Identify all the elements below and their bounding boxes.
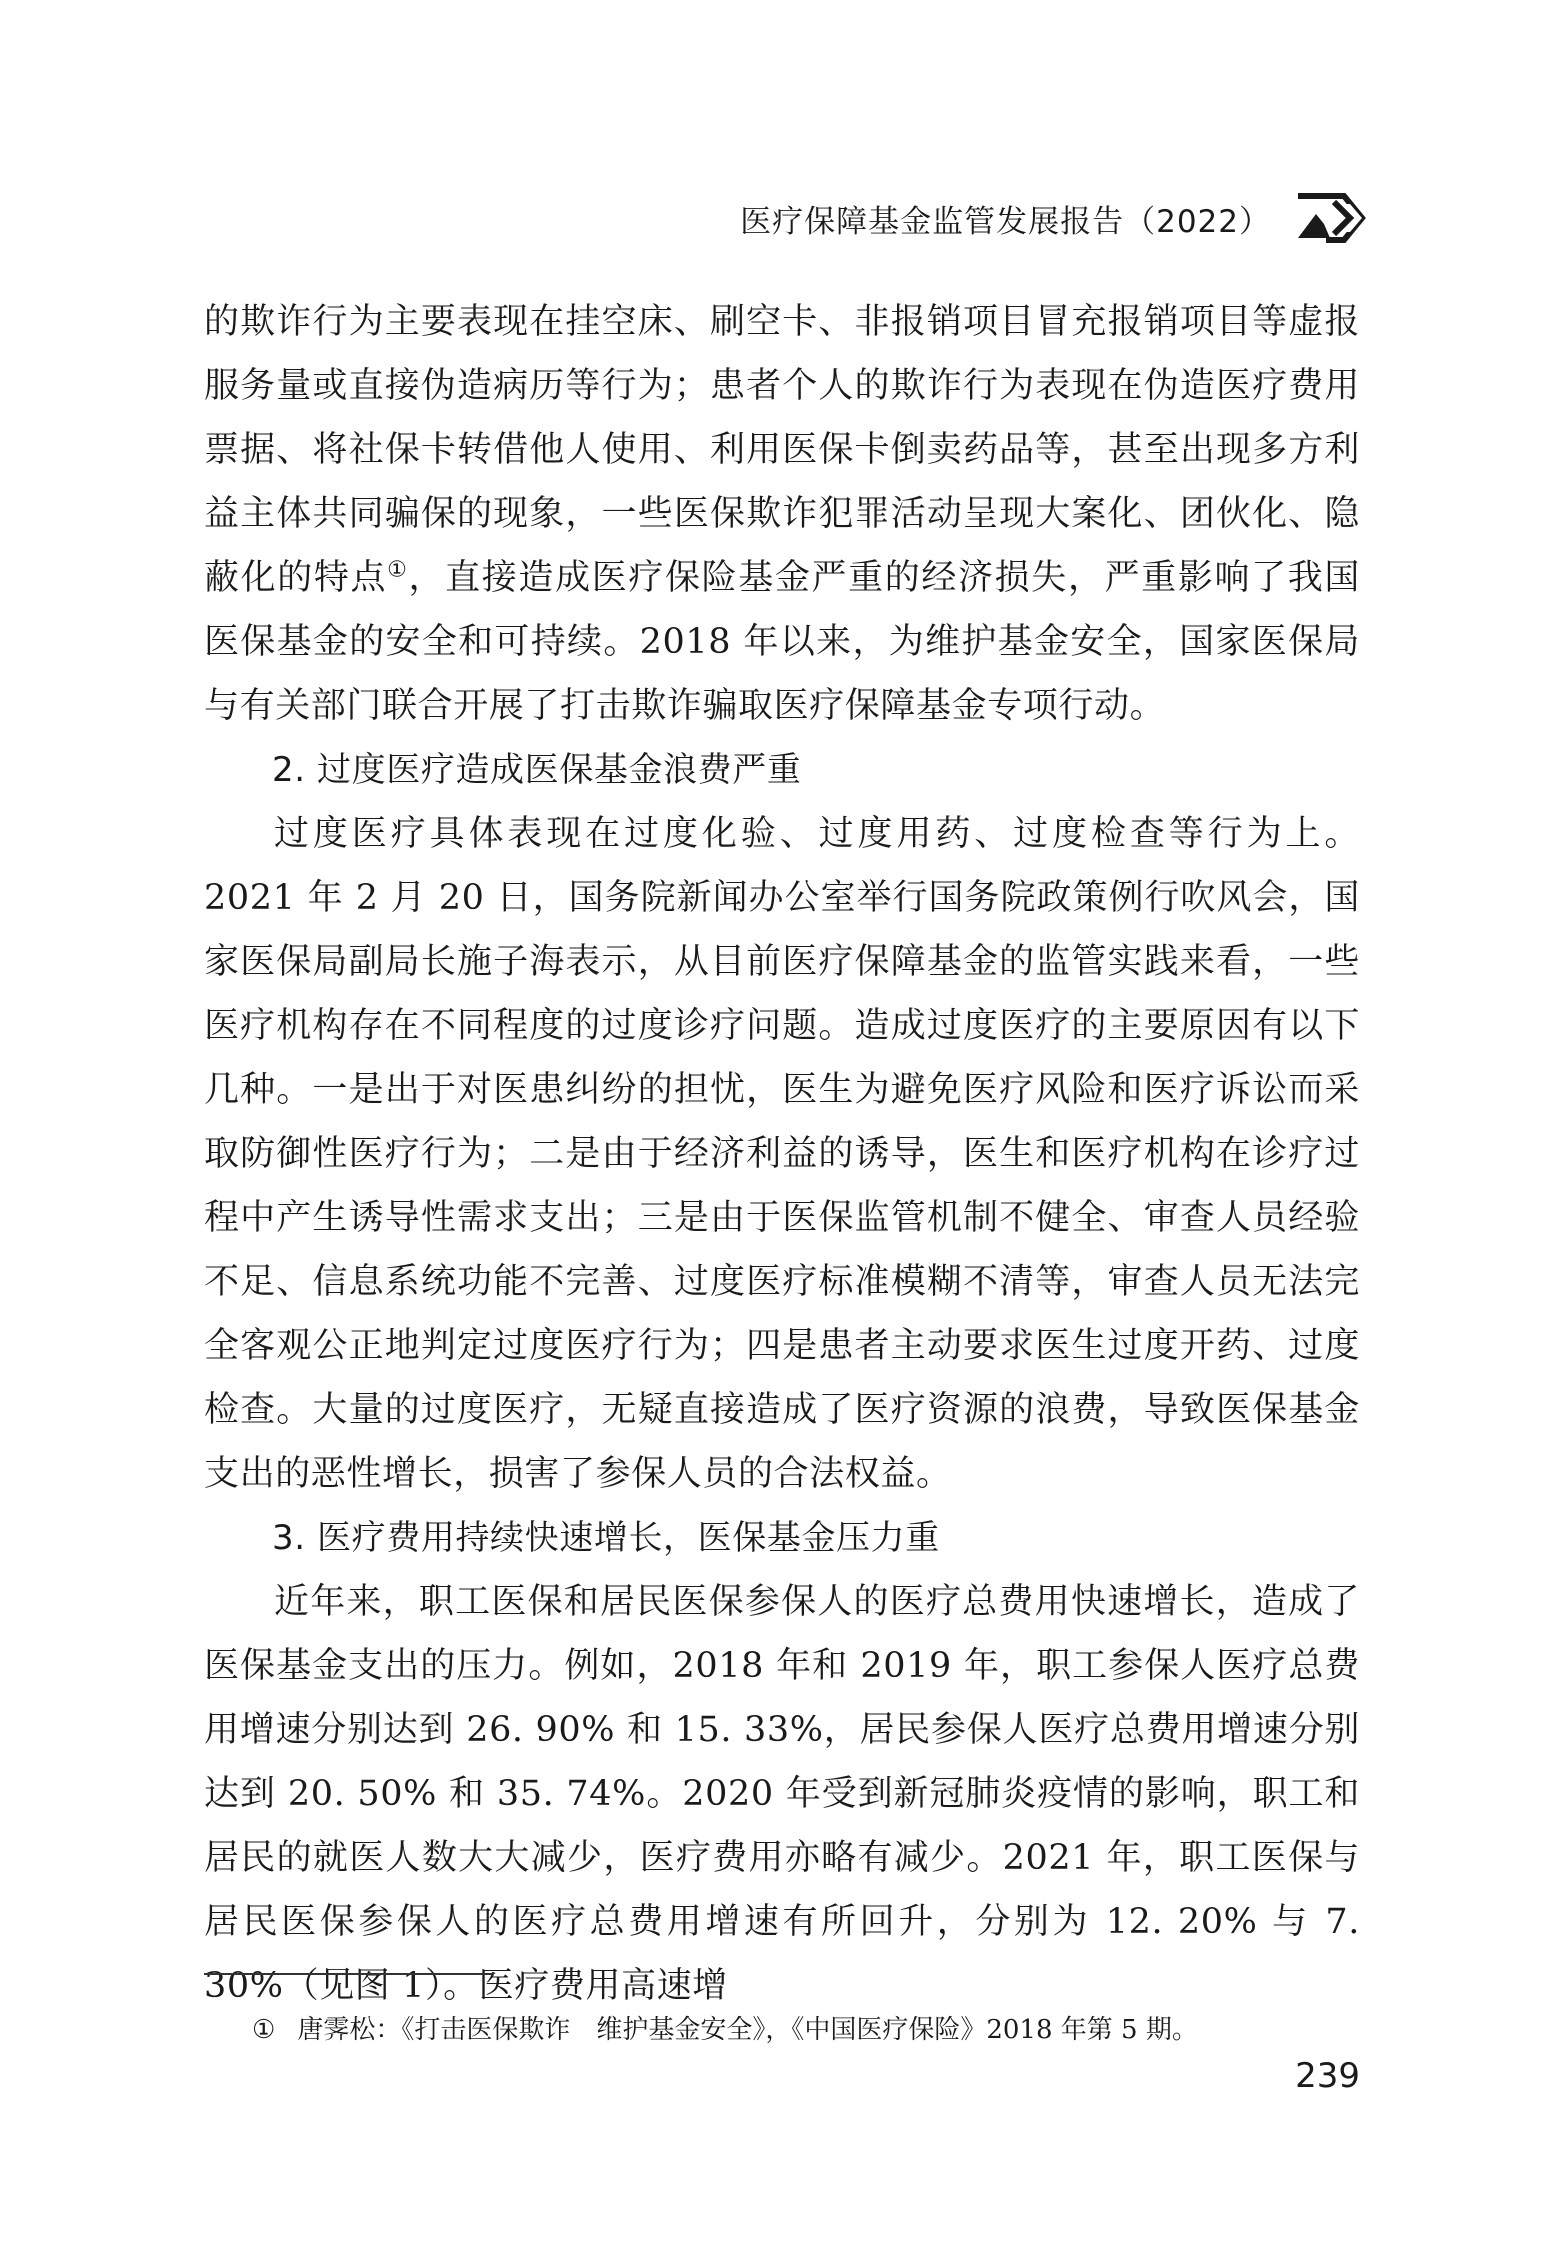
page-number: 239 [1295,2056,1360,2096]
paragraph-cost-growth: 近年来，职工医保和居民医保参保人的医疗总费用快速增长，造成了医保基金支出的压力。例如，2018 年和 2019 年，职工参保人医疗总费用增速分别达到 26. 90% 和 15. 33%，居民参保人医疗总费用增速分别达到 20. 50% 和 35. 74%。2020 年受到新冠肺炎疫情的影响，职工和居民的就医人数大大减少，医疗费用亦略有减少。2021 年，职工医保与居民医保参保人的医疗总费用增速有所回升，分别为 12. 20% 与 7. 30%（见图 1）。医疗费用高速增 [204,1582,1360,2006]
paragraph-fraud-text: 的欺诈行为主要表现在挂空床、刷空卡、非报销项目冒充报销项目等虚报服务量或直接伪造病历等行为；患者个人的欺诈行为表现在伪造医疗费用票据、将社保卡转借他人使用、利用医保卡倒卖药品等，甚至出现多方利益主体共同骗保的现象，一些医保欺诈犯罪活动呈现大案化、团伙化、隐蔽化的特点 [204,302,1360,598]
footnote-text: 唐霁松：《打击医保欺诈 维护基金安全》，《中国医疗保险》2018 年第 5 期。 [297,2015,1198,2045]
footnote-mark: ① [252,2015,276,2045]
paragraph-fraud [204,290,1360,738]
footnote [252,2010,1352,2050]
paragraph-fraud-text-cont: ，直接造成医疗保险基金严重的经济损失，严重影响了我国医保基金的安全和可持续。2018 年以来，为维护基金安全，国家医保局与有关部门联合开展了打击欺诈骗取医疗保障基金专项行动。 [204,558,1360,726]
paragraph-overtreatment: 过度医疗具体表现在过度化验、过度用药、过度检查等行为上。2021 年 2 月 20 日，国务院新闻办公室举行国务院政策例行吹风会，国家医保局副局长施子海表示，从目前医疗保障基金的监管实践来看，一些医疗机构存在不同程度的过度诊疗问题。造成过度医疗的主要原因有以下几种。一是出于对医患纠纷的担忧，医生为避免医疗风险和医疗诉讼而采取防御性医疗行为；二是由于经济利益的诱导，医生和医疗机构在诊疗过程中产生诱导性需求支出；三是由于医保监管机制不健全、审查人员经验不足、信息系统功能不完善、过度医疗标准模糊不清等，审查人员无法完全客观公正地判定过度医疗行为；四是患者主动要求医生过度开药、过度检查。大量的过度医疗，无疑直接造成了医疗资源的浪费，导致医保基金支出的恶性增长，损害了参保人员的合法权益。 [204,814,1360,1494]
body-text [204,290,1360,2018]
footnote-reference[interactable]: ① [387,557,409,583]
running-title: 医疗保障基金监管发展报告（2022） [740,204,1271,240]
chevron-arrow-icon [1296,188,1368,244]
footnote-divider [204,1973,494,1975]
section-heading-3: 3. 医疗费用持续快速增长，医保基金压力重 [272,1518,940,1558]
section-heading-2: 2. 过度医疗造成医保基金浪费严重 [272,750,802,790]
